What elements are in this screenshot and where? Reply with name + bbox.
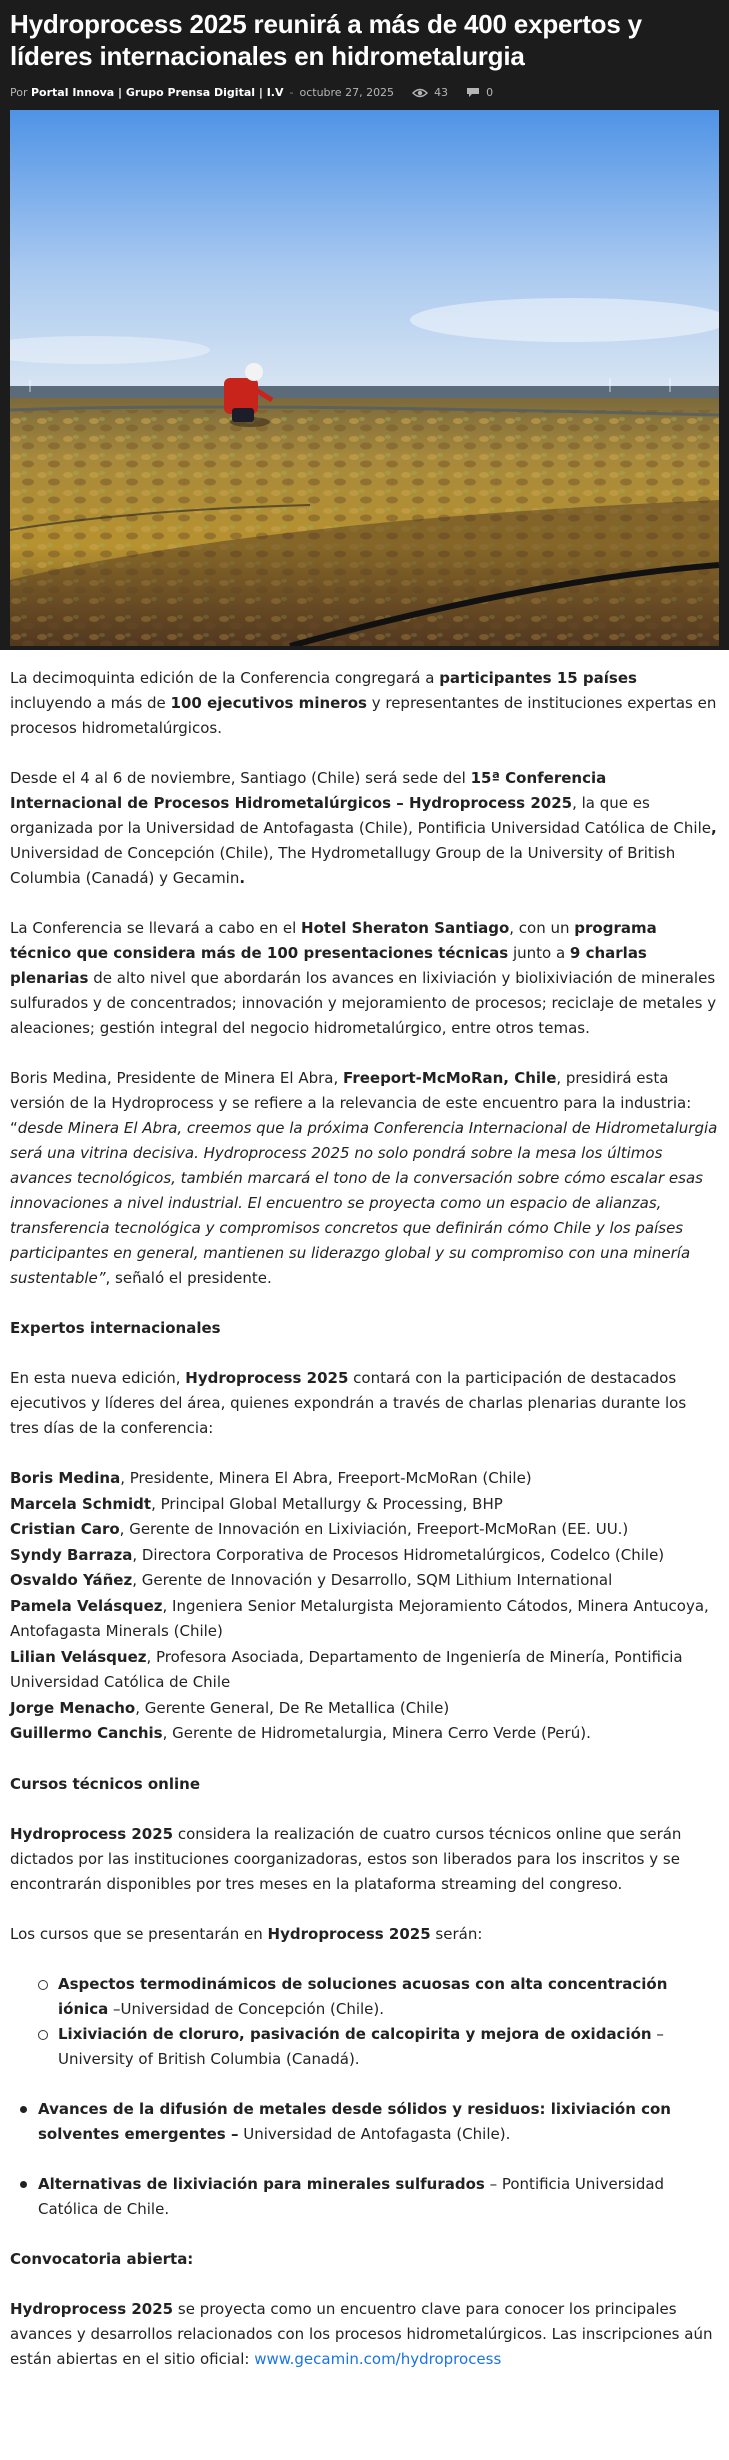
article-body [0, 650, 729, 2372]
article-header [0, 0, 729, 110]
text: , la que es organizada por la Universidad de Antofagasta (Chile), Pontificia Universidad Católica de Chile [10, 794, 711, 837]
course-item [36, 1972, 719, 2022]
bold-text: 9 charlas plenarias [10, 944, 647, 987]
expert-role: , Ingeniera Senior Metalurgista Mejoramiento Cátodos, Minera Antucoya, Antofagasta Minerals (Chile) [10, 1596, 709, 1640]
text: de alto nivel que abordarán los avances en lixiviación y biolixiviación de minerales sulfurados y de concentrados; innovación y mejoramiento de procesos; reciclaje de metales y aleaciones; gestión integral del negocio hidrometalúrgico, entre otros temas. [10, 969, 717, 1037]
expert-name: Osvaldo Yáñez [10, 1571, 133, 1589]
course-title: Lixiviación de cloruro, pasivación de calcopirita y mejora de oxidación [58, 2024, 652, 2043]
author-link[interactable]: Portal Innova | Grupo Prensa Digital | I.V [31, 86, 284, 99]
expert-role: , Principal Global Metallurgy & Processing, BHP [151, 1494, 503, 1513]
paragraph-closing [10, 2297, 719, 2372]
bold-text: 100 ejecutivos mineros [170, 694, 367, 712]
expert-item [10, 1721, 719, 1747]
bold-text: , [710, 819, 717, 837]
expert-name: Lilian Velásquez [10, 1647, 147, 1666]
courses-list-3 [16, 2097, 719, 2147]
text: contará con la participación de destacados ejecutivos y líderes del área, quienes expondrán a través de charlas plenarias durante los tres días de la conferencia: [10, 1369, 687, 1437]
text: , presidirá esta versión de la Hydroprocess y se refiere a la relevancia de este encuentro para la industria: [10, 1069, 692, 1112]
heading-courses: Cursos técnicos online [10, 1774, 200, 1793]
text: junto a [508, 944, 570, 962]
text: Desde el 4 al 6 de noviembre, Santiago (Chile) será sede del [10, 769, 471, 787]
meta-separator: - [289, 86, 294, 99]
bold-text: 15ª Conferencia Internacional de Procesos Hidrometalúrgicos – Hydroprocess 2025 [10, 769, 607, 812]
heading-call: Convocatoria abierta: [10, 2249, 194, 2268]
expert-item [10, 1517, 719, 1543]
course-item [16, 2097, 719, 2147]
hero-image-frame [0, 110, 729, 650]
paragraph-intro [10, 666, 719, 741]
text: Universidad de Concepción (Chile), The Hydrometallugy Group de la University of British Columbia (Canadá) y Gecamin [10, 844, 676, 887]
bold-text: participantes 15 países [439, 669, 637, 687]
quote-text: desde Minera El Abra, creemos que la próxima Conferencia Internacional de Hidrometalurgia será una vitrina decisiva. Hydroprocess 2025 no solo pondrá sobre la mesa los últimos avances tecnológicos, también marcará el tono de la conversación sobre cómo escalar esas innovaciones a nivel industrial. El encuentro se proyecta como un espacio de alianzas, transferencia tecnológica y compromisos concretos que definirán cómo Chile y los países participantes en general, mantienen su liderazgo global y su compromiso con una minería sustentable” [10, 1119, 718, 1287]
expert-role: , Gerente de Innovación y Desarrollo, SQM Lithium International [132, 1571, 613, 1589]
comments-count[interactable]: 0 [486, 86, 494, 99]
expert-name: Guillermo Canchis [10, 1724, 163, 1742]
expert-name: Cristian Caro [10, 1520, 120, 1538]
text: considera la realización de cuatro cursos técnicos online que serán dictados por las instituciones coorganizadoras, estos son liberados para los inscritos y se encontrarán disponibles por tres meses en la plataforma streaming del congreso. [10, 1824, 682, 1893]
text: incluyendo a más de [10, 694, 171, 712]
hero-image [10, 110, 719, 646]
text: Los cursos que se presentarán en [10, 1924, 268, 1943]
course-title: Alternativas de lixiviación para minerales sulfurados [38, 2174, 485, 2193]
expert-role: , Profesora Asociada, Departamento de Ingeniería de Minería, Pontificia Universidad Católica de Chile [10, 1647, 683, 1691]
text: En esta nueva edición, [10, 1369, 186, 1387]
course-title: Avances de la difusión de metales desde sólidos y residuos: lixiviación con solventes emergentes – [38, 2099, 671, 2143]
views-count: 43 [434, 86, 449, 99]
bold-text: Hydroprocess 2025 [267, 1924, 431, 1943]
text: , señaló el presidente. [105, 1269, 272, 1287]
course-item [16, 2172, 719, 2222]
course-item [36, 2022, 719, 2072]
text: , con un [509, 919, 575, 937]
paragraph-quote [10, 1066, 719, 1291]
expert-item [10, 1594, 719, 1645]
text: y representantes de instituciones expertas en procesos hidrometalúrgicos. [10, 694, 717, 737]
bold-text: Hydroprocess 2025 [10, 1824, 174, 1843]
course-institution: – Pontificia Universidad Católica de Chile. [38, 2174, 665, 2218]
bold-text: . [239, 869, 246, 887]
expert-item [10, 1696, 719, 1722]
paragraph-experts-intro [10, 1366, 719, 1441]
expert-item [10, 1568, 719, 1594]
text: La decimoquinta edición de la Conferencia congregará a [10, 669, 440, 687]
article-title: Hydroprocess 2025 reunirá a más de 400 expertos y líderes internacionales en hidrometalurgia [10, 9, 642, 71]
courses-list-4 [16, 2172, 719, 2222]
expert-role: , Presidente, Minera El Abra, Freeport-McMoRan (Chile) [120, 1469, 532, 1487]
article-meta [10, 86, 719, 99]
expert-role: , Gerente de Innovación en Lixiviación, Freeport-McMoRan (EE. UU.) [119, 1520, 629, 1538]
paragraph-venue [10, 916, 719, 1041]
expert-item [10, 1543, 719, 1569]
eye-icon [412, 88, 428, 98]
by-label: Por [10, 86, 28, 99]
course-institution: – University of British Columbia (Canadá). [58, 2024, 664, 2068]
bold-text: programa técnico que considera más de 100 presentaciones técnicas [10, 919, 657, 962]
course-institution: –Universidad de Concepción (Chile). [108, 1999, 385, 2018]
expert-role: , Gerente de Hidrometalurgia, Minera Cerro Verde (Perú). [162, 1724, 591, 1742]
text: Boris Medina, Presidente de Minera El Abra, [10, 1069, 344, 1087]
text: “ [10, 1119, 18, 1137]
expert-name: Marcela Schmidt [10, 1494, 152, 1513]
course-title: Aspectos termodinámicos de soluciones acuosas con alta concentración iónica [58, 1974, 668, 2018]
expert-name: Boris Medina [10, 1469, 121, 1487]
bold-text: Freeport-McMoRan, Chile [343, 1069, 557, 1087]
expert-name: Jorge Menacho [10, 1698, 136, 1717]
heading-experts: Expertos internacionales [10, 1319, 221, 1337]
bold-text: Hydroprocess 2025 [185, 1369, 349, 1387]
comment-icon[interactable] [466, 87, 480, 98]
bold-text: Hydroprocess 2025 [10, 2299, 174, 2318]
text: serán: [430, 1924, 483, 1943]
expert-role: , Gerente General, De Re Metallica (Chile) [135, 1698, 450, 1717]
course-institution: Universidad de Antofagasta (Chile). [238, 2124, 511, 2143]
expert-item [10, 1492, 719, 1518]
expert-item [10, 1645, 719, 1696]
bold-text: Hotel Sheraton Santiago [301, 919, 510, 937]
text: se proyecta como un encuentro clave para conocer los principales avances y desarrollos relacionados con los procesos hidrometalúrgicos. Las inscripciones aún están abiertas en el sitio oficial: [10, 2299, 713, 2368]
gecamin-link[interactable]: www.gecamin.com/hydroprocess [254, 2349, 502, 2368]
expert-name: Pamela Velásquez [10, 1596, 163, 1615]
expert-name: Syndy Barraza [10, 1545, 133, 1564]
publish-date: octubre 27, 2025 [299, 86, 395, 99]
text: La Conferencia se llevará a cabo en el [10, 919, 302, 937]
expert-item [10, 1466, 719, 1492]
paragraph-courses-intro [10, 1822, 719, 1897]
expert-role: , Directora Corporativa de Procesos Hidrometalúrgicos, Codelco (Chile) [132, 1545, 665, 1564]
courses-sublist [36, 1972, 719, 2072]
experts-list [10, 1466, 719, 1747]
paragraph-dates [10, 766, 719, 891]
paragraph-courses-lead [10, 1922, 719, 1947]
